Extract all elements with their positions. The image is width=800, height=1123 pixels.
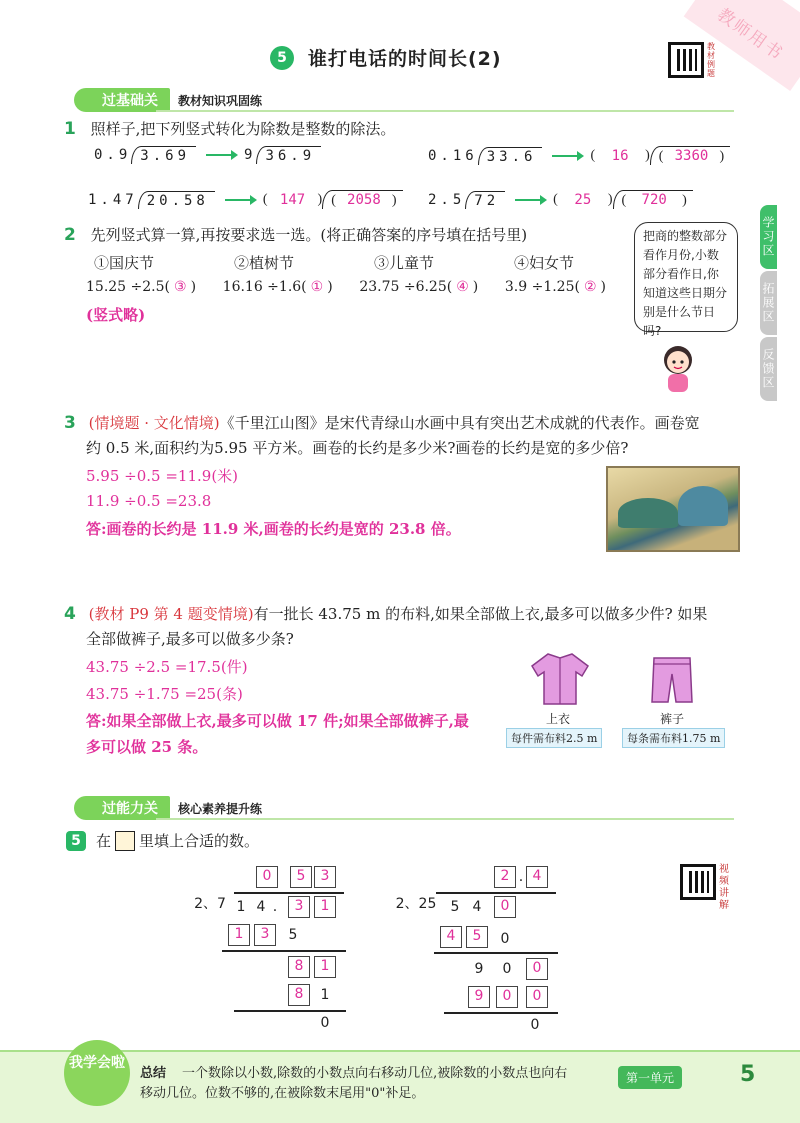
question-tag: (教材 P9 第 4 题变情境)	[88, 605, 254, 623]
expression-item: 15.25 ÷2.5( ③ )	[86, 279, 197, 295]
shirt-label: 上衣	[546, 712, 571, 726]
option-item: ③儿童节	[373, 254, 434, 272]
subtraction-line	[222, 950, 346, 952]
answer-cell[interactable]: 1	[228, 924, 250, 946]
summary-label: 总结	[140, 1066, 167, 1081]
girl-character-icon	[654, 342, 702, 394]
divisor: 2、7	[194, 896, 226, 912]
answer-cell[interactable]: 3	[254, 924, 276, 946]
answer-cell[interactable]: 8	[288, 956, 310, 978]
answer-cell[interactable]: 0	[494, 896, 516, 918]
divisor: 0.9	[94, 147, 132, 163]
answer-cell[interactable]: 3	[288, 896, 310, 918]
page-header	[270, 44, 502, 71]
answer-cell[interactable]: 8	[288, 984, 310, 1006]
step-digit: 1	[320, 987, 330, 1003]
division-bar	[436, 892, 556, 894]
expression-answer: ④	[456, 279, 469, 295]
q1-row-3: 1.47 20.58 ( 147 ) ( 2058 )	[88, 190, 403, 209]
dividend: 33.6	[478, 147, 543, 165]
question-4	[64, 601, 754, 627]
q2-expressions	[86, 279, 606, 295]
arrow-icon	[552, 155, 580, 157]
blank-box-icon	[115, 831, 135, 851]
divisor: 2.5	[428, 191, 466, 208]
q4-answer-2: 多可以做 25 条。	[86, 738, 208, 756]
answer-cell[interactable]: 1	[314, 896, 336, 918]
question-tag: (情境题 · 文化情境)	[88, 414, 220, 432]
qr-code-icon	[668, 42, 704, 78]
decimal-point: .	[518, 869, 524, 885]
q3-solution-2: 11.9 ÷0.5 =23.8	[86, 492, 212, 510]
footer-badge: 我学会啦	[64, 1040, 130, 1106]
summary-text-2: 移动几位。位数不够的,在被除数末尾用"0"补足。	[140, 1086, 425, 1101]
summary-text-1: 一个数除以小数,除数的小数点向右移动几位,被除数的小数点也向右	[182, 1066, 568, 1081]
question-number: 4	[64, 604, 76, 624]
answer-cell[interactable]: 0	[526, 958, 548, 980]
hint-bubble: 把商的整数部分看作月份,小数部分看作日,你知道这些日期分别是什么节日吗?	[634, 222, 738, 332]
q4-answer-1: 答:如果全部做上衣,最多可以做 17 件;如果全部做裤子,最	[86, 712, 469, 730]
option-item: ④妇女节	[513, 254, 574, 272]
remainder: 0	[320, 1015, 330, 1031]
q3-solution-1: 5.95 ÷0.5 =11.9(米)	[86, 467, 239, 485]
question-3	[64, 410, 744, 436]
answer-cell[interactable]: 5	[290, 866, 312, 888]
video-qr[interactable]	[680, 864, 731, 912]
step-digit: 9	[474, 961, 484, 977]
tab-feedback[interactable]: 反馈区	[760, 337, 777, 401]
page-number: 5	[740, 1062, 756, 1087]
arrow-icon	[225, 199, 253, 201]
arrow-icon	[515, 199, 543, 201]
question-5	[66, 830, 259, 851]
q1-row-2: 0.16 33.6 ( 16 ) ( 3360 )	[428, 146, 730, 165]
question-text: 有一批长 43.75 m 的布料,如果全部做上衣,最多可以做多少件? 如果	[253, 605, 708, 623]
q1-example-row	[94, 146, 321, 164]
step-digit: 0	[500, 931, 510, 947]
expression-answer: ②	[583, 279, 597, 295]
divisor: 9	[244, 147, 257, 163]
dividend: 72	[465, 191, 505, 209]
expression-answer: ③	[174, 279, 187, 295]
divisor: 0.16	[428, 147, 478, 164]
answer-cell[interactable]: 2	[494, 866, 516, 888]
answer-cell[interactable]: 0	[256, 866, 278, 888]
qr-label: 视频讲解	[719, 864, 729, 911]
header-qr[interactable]	[668, 42, 717, 78]
section-ability-subtitle: 核心素养提升练	[178, 801, 263, 816]
expression-item: 16.16 ÷1.6( ① )	[222, 279, 333, 295]
answer-cell[interactable]: 0	[526, 986, 548, 1008]
answer-dividend: 3360	[674, 148, 709, 164]
jacket-icon	[530, 650, 590, 706]
dividend-digit: 5	[450, 899, 460, 915]
answer-divisor: 147	[279, 191, 306, 208]
section-basic-subtitle: 教材知识巩固练	[178, 93, 263, 108]
question-text: 《千里江山图》是宋代青绿山水画中具有突出艺术成就的代表作。画卷宽	[219, 414, 700, 432]
answer-cell[interactable]: 4	[440, 926, 462, 948]
answer-cell[interactable]: 9	[468, 986, 490, 1008]
prompt-a: 在	[96, 832, 112, 850]
page-title: 谁打电话的时间长(2)	[308, 48, 502, 70]
question-number: 3	[64, 413, 76, 433]
expression-item: 3.9 ÷1.25( ② )	[504, 279, 606, 295]
decimal-point: .	[272, 899, 278, 915]
dividend-digit: 4	[256, 899, 266, 915]
question-2	[64, 224, 527, 245]
option-item: ②植树节	[233, 254, 294, 272]
q1-row-4: 2.5 72 ( 25 ) ( 720 )	[428, 190, 693, 209]
answer-cell[interactable]: 5	[466, 926, 488, 948]
remainder: 0	[530, 1017, 540, 1033]
section-basic	[74, 88, 734, 112]
tab-study[interactable]: 学习区	[760, 205, 777, 269]
question-text-2: 全部做裤子,最多可以做多少条?	[86, 630, 294, 648]
dividend: 36.9	[256, 146, 321, 164]
qr-code-icon	[680, 864, 716, 900]
step-digit: 0	[502, 961, 512, 977]
question-1	[64, 118, 395, 139]
step-digit: 5	[288, 927, 298, 943]
section-ability-tag: 过能力关	[74, 796, 170, 820]
answer-cell[interactable]: 1	[314, 956, 336, 978]
answer-divisor: 25	[574, 191, 592, 208]
dividend: 20.58	[138, 191, 215, 209]
divisor: 1.47	[88, 191, 138, 208]
pants-fabric-tag: 每条需布料1.75 m	[622, 728, 725, 748]
division-bar	[234, 892, 344, 894]
section-ability	[74, 796, 734, 820]
unit-label: 第一单元	[618, 1066, 682, 1089]
question-number: 5	[66, 831, 86, 851]
section-divider	[156, 818, 734, 820]
divisor: 2、25	[395, 896, 437, 912]
dividend: 3.69	[131, 146, 196, 164]
answer-cell[interactable]: 4	[526, 866, 548, 888]
qr-label: 教材例题	[707, 42, 715, 78]
q2-options	[94, 252, 574, 273]
answer-cell[interactable]: 0	[496, 986, 518, 1008]
answer-dividend: 720	[641, 192, 667, 208]
question-number: 1	[64, 119, 76, 139]
q4-solution-1: 43.75 ÷2.5 =17.5(件)	[86, 658, 248, 676]
answer-divisor: 16	[611, 147, 629, 164]
dividend-digit: 1	[236, 899, 246, 915]
tab-extend[interactable]: 拓展区	[760, 271, 777, 335]
lesson-number-badge: 5	[270, 46, 294, 70]
shirt-fabric-tag: 每件需布料2.5 m	[506, 728, 602, 748]
q3-answer: 答:画卷的长约是 11.9 米,画卷的长约是宽的 23.8 倍。	[86, 520, 461, 538]
section-divider	[156, 110, 734, 112]
teacher-edition-stamp: 教师用书	[684, 0, 800, 91]
expression-answer: ①	[310, 279, 324, 295]
option-item: ①国庆节	[94, 254, 155, 272]
question-prompt: 照样子,把下列竖式转化为除数是整数的除法。	[90, 120, 396, 138]
section-basic-tag: 过基础关	[74, 88, 170, 112]
landscape-painting-image	[606, 466, 740, 552]
dividend-digit: 4	[472, 899, 482, 915]
question-text-2: 约 0.5 米,面积约为5.95 平方米。画卷的长约是多少米?画卷的长约是宽的多少倍?	[86, 439, 629, 457]
arrow-icon	[206, 154, 234, 156]
answer-dividend: 2058	[347, 192, 381, 208]
q2-note: (竖式略)	[86, 306, 146, 324]
question-number: 2	[64, 225, 76, 245]
prompt-b: 里填上合适的数。	[139, 832, 260, 850]
answer-cell[interactable]: 3	[314, 866, 336, 888]
expression-item: 23.75 ÷6.25( ④ )	[359, 279, 479, 295]
side-tabs	[760, 205, 800, 403]
shorts-icon	[650, 656, 694, 706]
q4-solution-2: 43.75 ÷1.75 =25(条)	[86, 685, 243, 703]
pants-label: 裤子	[660, 712, 685, 726]
question-prompt: 先列竖式算一算,再按要求选一选。(将正确答案的序号填在括号里)	[90, 226, 528, 244]
subtraction-line	[434, 952, 558, 954]
